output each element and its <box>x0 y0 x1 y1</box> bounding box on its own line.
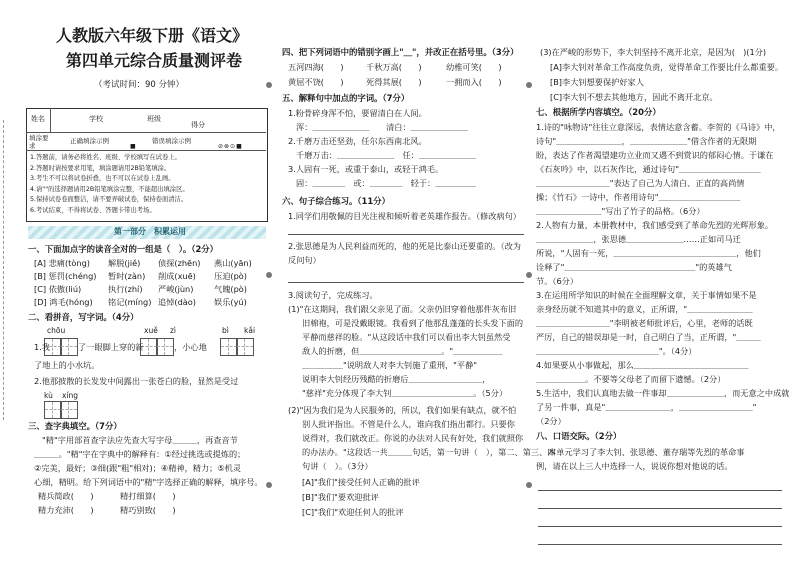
q1-a4: 燕山(yān) <box>214 258 252 268</box>
q6c-a[interactable]: [A]李大钊对革命工作高度负责，觉得革命工作要比什么都重要。 <box>550 62 784 72</box>
q6-p1-5: 说明李大钊经历残酷的折磨后＿＿＿＿＿＿＿＿＿， <box>302 374 491 384</box>
correct-mark-icon: ■ <box>130 143 136 150</box>
school-label: 学校 <box>89 115 103 123</box>
column-right <box>528 0 794 561</box>
pinyin-2: xuě <box>144 326 158 335</box>
q1-d2: 铭记(míng) <box>108 297 152 307</box>
q7-l6: ＿＿＿＿＿＿＿＿"写出了竹子的品格。（6分） <box>536 206 705 216</box>
pinyin-4: bì <box>222 326 229 335</box>
q4-title: 四、把下列词语中的错别字画上"＿"，并改正在括号里。（3分） <box>282 47 519 57</box>
q2-s2a: 2.他那披散的长发发中间露出一张苍白的脸，显然是受过 <box>34 376 239 386</box>
q5-l2b: 千磨万击：＿＿＿＿＿＿＿ 任：＿＿＿＿＿＿＿ <box>296 150 477 160</box>
q6c-c[interactable]: [C]李大钊不想去其他地方，因此不离开北京。 <box>550 92 718 102</box>
q4-a1: 五河四海( ) <box>288 62 344 72</box>
q5-l3b: 固：＿＿＿＿ 或：＿＿＿＿ 轻于：＿＿＿＿＿ <box>296 178 477 188</box>
q6-p1-4: ＿＿＿＿＿"说明敌人对李大钊施了重刑，"平静" <box>302 360 478 370</box>
q4-a3: 幼椎可笑( ) <box>446 62 502 72</box>
q1-d1: [D] 鸿毛(hóng) <box>34 297 93 307</box>
q6-p1-1: 旧棉袍，可是没戴眼镜。我看到了他那乱蓬蓬的长头发下面的 <box>302 318 524 328</box>
answer-line[interactable] <box>288 234 524 235</box>
pinyin-7: xíng <box>62 391 79 400</box>
q7-l4: ＿＿＿＿＿＿＿＿＿"表达了自己为人清白、正直的高尚情 <box>536 178 745 188</box>
q4-a2: 千秋万高( ) <box>366 62 422 72</box>
q7-l21: （2分） <box>536 416 566 426</box>
class-label: 班级 <box>147 115 161 123</box>
q3-p3: ②完美，最好；③细(跟"粗"相对)；④精神，精力；⑤机灵 <box>34 463 242 473</box>
q6-opt-b[interactable]: [B]"我们"要欢迎批评 <box>302 492 379 502</box>
q7-l16: ＿＿＿＿＿＿＿＿＿＿＿＿＿＿＿"。（4分） <box>536 346 697 356</box>
q2-s1a: 1.我 <box>34 342 50 352</box>
q3-title: 三、查字典填空。（7分） <box>28 421 122 431</box>
q4-b2: 死得其展( ) <box>366 77 422 87</box>
note-2: 2.答题时请按要求用笔，填涂题请用2B铅笔填涂。 <box>30 164 171 172</box>
q1-b3: 削成(xuē) <box>158 271 196 281</box>
q1-a2: 解脱(jiě) <box>108 258 141 268</box>
q3-p2: ＿＿＿。"精"字在字典中的解释有：①经过挑选或提炼的； <box>34 449 246 459</box>
q7-l8: ＿＿＿＿＿＿＿，张思德＿＿＿＿＿＿＿……正如司马迁 <box>536 234 741 244</box>
q6-opt-c[interactable]: [C]"我们"欢迎任何人的批评 <box>302 507 404 517</box>
q6-p1-6: "慈祥"充分体现了李大钊＿＿＿＿＿＿＿＿＿＿。（5分） <box>302 388 508 398</box>
q2-s1b: 了一眼脚上穿的新 <box>78 342 144 352</box>
q6-p1-0: (1)"在这期间，我们跟父亲见了面。父亲仍旧穿着他那件灰布旧 <box>288 304 517 314</box>
q5-title: 五、解释句中加点的字词。（7分） <box>282 93 410 103</box>
part-banner: 第一部分 积累运用 <box>28 226 266 239</box>
q2-title: 二、看拼音，写字词。（4分） <box>28 312 139 322</box>
q7-l3: 《石灰吟》中，以石灰作比，通过诗句"＿＿＿＿＿＿＿＿＿＿ <box>536 164 761 174</box>
note-3: 3.考生不可以将试卷折叠，也不可以在试卷上乱画。 <box>30 175 175 182</box>
q5-l3: 3.人固有一死，或重于泰山，或轻于鸿毛。 <box>288 164 444 174</box>
q7-l7: 2.人物有力量，本册教材中，我们感受到了革命先烈的光辉形象。 <box>536 220 774 230</box>
q1-c1: [C] 依傲(liú) <box>34 284 82 294</box>
q6-p2-4: 句讲（ ）。（3分） <box>302 461 373 471</box>
q6c-b[interactable]: [B]李大钊想要保护好家人 <box>550 77 644 87</box>
q7-l2: 盼，表达了作者渴望建功立业而又遇不到赏识的郁闷心情。于谦在 <box>536 150 774 160</box>
q5-l2: 2.千磨万击还坚劲，任尔东西南北风。 <box>288 136 427 146</box>
q7-l19: 5.生活中，我们认真地去做一件事却＿＿＿＿＿＿＿，而无意之中成就 <box>536 388 790 398</box>
q8-l1: 本单元学习了李大钊、张思德、董存瑞等先烈的革命事 <box>548 447 745 457</box>
q2-s1c: ，小心地 <box>174 342 207 352</box>
q3-p1: "精"字用部首查字法应先查大写字母＿＿＿，再查音节 <box>42 435 238 445</box>
q1-b4: 压迫(pò) <box>214 271 247 281</box>
q7-l0: 1.诗的"咏物诗"往往立意深远，表情达意含蓄。李贺的《马诗》中， <box>536 122 781 132</box>
q7-l13: 亲身经历就不知道其中的意义，正所谓，"＿＿＿＿＿＿＿＿ <box>536 304 753 314</box>
exam-title: 人教版六年级下册《语文》 <box>56 26 249 45</box>
answer-line[interactable] <box>538 508 782 509</box>
q1-b2: 暂时(zàn) <box>108 271 146 281</box>
q7-l20: 了另一件事，真是"＿＿＿＿＿＿＿＿，＿＿＿＿＿＿＿＿＿" <box>536 402 757 412</box>
q3-w4: 精巧别致( ) <box>120 505 176 515</box>
q1-d3: 追悼(dào) <box>158 297 196 307</box>
q1-c3: 严峻(jùn) <box>158 284 194 294</box>
pinyin-1: chōu <box>47 326 66 335</box>
score-label: 得分 <box>191 121 205 129</box>
q6-p2-2: 说得对，我们就改正。你说的办法对人民有好处，我们就照你 <box>302 433 524 443</box>
q3-w2: 精打细算( ) <box>120 491 176 501</box>
q7-l14: ＿＿＿＿＿＿＿＿＿"李明被老师批评后，心里，老师的话既 <box>536 318 753 328</box>
q6c-l1: (3)在严峻的形势下，李大钊坚持不离开北京，是因为( )(1分) <box>540 47 767 57</box>
q7-l9: 所说，"人固有一死，＿＿＿＿＿＿＿＿＿＿＿＿＿＿＿，他们 <box>536 248 761 258</box>
q6-p2-3: 的办法办。"这段话一共＿＿＿句话，第一句讲（ ），第二、第三、四 <box>302 447 556 457</box>
q8-l2: 例，请在以上三人中选择一人，说说你想对他说的话。 <box>536 461 733 471</box>
note-4: 4.请""的选择题请用2B铅笔填涂完整，不能超出填涂区。 <box>30 185 189 193</box>
q1-title: 一、下面加点字的读音全对的一组是（ ）。（2分） <box>28 244 219 254</box>
q5-l1: 1.粉骨碎身浑不怕，要留清白在人间。 <box>288 108 427 118</box>
answer-line[interactable] <box>538 526 782 527</box>
q1-a1: [A] 悲痛(tòng) <box>34 258 90 268</box>
q3-w3: 精力充沛( ) <box>38 505 94 515</box>
q1-d4: 娱乐(yú) <box>214 297 247 307</box>
char-box[interactable] <box>236 338 254 356</box>
q6-s2b: 反问句） <box>288 255 321 265</box>
q7-l1: 诗句"＿＿＿＿＿＿＿＿，＿＿＿＿＿＿＿"借含作者的无限期 <box>536 136 757 146</box>
binding-margin <box>3 120 14 420</box>
char-box[interactable] <box>60 338 78 356</box>
q8-title: 八、口语交际。（2分） <box>536 431 622 441</box>
answer-line[interactable] <box>538 544 782 545</box>
char-box[interactable] <box>156 338 174 356</box>
answer-line[interactable] <box>288 282 524 283</box>
answer-line[interactable] <box>538 490 782 491</box>
pinyin-5: kǎi <box>244 326 256 335</box>
exam-subtitle: 第四单元综合质量测评卷 <box>66 51 243 70</box>
q6-opt-a[interactable]: [A]"我们"接受任何人正确的批评 <box>302 477 420 487</box>
q7-l5: 操；《竹石》一诗中，作者用诗句"＿＿＿＿＿＿＿＿＿＿ <box>536 192 741 202</box>
exam-time: （考试时间：90 分钟） <box>94 80 185 90</box>
q2-s1d: 了地上的小水坑。 <box>34 360 100 370</box>
q1-b1: [B] 惩罚(chéng) <box>34 271 97 281</box>
q7-l15: 严厉，自己的错误却是一时，自己明白了当，正所谓，"＿＿＿ <box>536 332 761 342</box>
correct-example: 正确填涂示例 <box>70 137 109 145</box>
q1-c2: 执行(zhí) <box>108 284 143 294</box>
q7-l18: ＿＿＿＿＿＿。不要等父母老了而留下遗憾。（2分） <box>536 374 726 384</box>
q7-l11: 节。（6分） <box>536 276 579 286</box>
pinyin-6: kù <box>44 391 53 400</box>
wrong-example: 错误填涂示例 <box>152 137 191 145</box>
q1-a3: 侦探(zhēn) <box>158 258 201 268</box>
note-1: 1.答题前，请务必将姓名、班级、学校填写在试卷上。 <box>30 154 181 161</box>
q6-s3: 3.阅读句子，完成练习。 <box>288 290 378 300</box>
q6-s2: 2.张思德是为人民利益而死的，他的死是比泰山还要重的。（改为 <box>288 241 521 251</box>
q6-p1-3: 敌人的折磨，但＿＿＿＿＿＿＿＿＿＿。"＿＿＿＿＿＿ <box>302 346 503 356</box>
q7-title: 七、根据所学内容填空。（20分） <box>536 107 661 117</box>
pinyin-3: zì <box>170 326 177 335</box>
q6-p2-0: (2)"因为我们是为人民服务的，所以，我们如果有缺点，就不怕 <box>288 405 517 415</box>
q6-s1: 1.同学们用敬佩的目光注视和倾听着老英雄作报告。（修改病句） <box>288 211 521 221</box>
char-box[interactable] <box>60 401 78 419</box>
q7-l17: 4.如果要从小事做起，那么＿＿＿＿＿＿＿＿＿＿＿＿＿＿ <box>536 360 749 370</box>
q7-l10: 诠释了"＿＿＿＿＿＿＿＿＿＿＿＿＿＿＿＿"的英雄气 <box>536 262 732 272</box>
q4-b1: 黄屈不饶( ) <box>288 77 344 87</box>
q3-w1: 精兵简政( ) <box>38 491 94 501</box>
q4-b3: 一拥而入( ) <box>446 77 502 87</box>
wrong-marks-icon: ⊘⊗⊙■ <box>218 143 243 150</box>
column-left <box>0 0 268 561</box>
q6-p2-1: 别人批评指出。不管是什么人，谁向我们指出都行。只要你 <box>302 419 515 429</box>
name-label: 姓名 <box>31 115 45 123</box>
fill-label: 填涂要求 <box>29 134 49 150</box>
q1-c4: 气魄(pò) <box>214 284 247 294</box>
note-5: 5.保持试卷卷面整洁，请不要弄破试卷，保持卷面清洁。 <box>30 196 188 203</box>
q6-p1-2: 平静而慈祥的脸。"从这段话中我们可以看出李大钊虽然受 <box>302 332 511 342</box>
note-6: 6.考试结束，不得将试卷、答题卡带出考场。 <box>30 206 156 214</box>
q7-l12: 3.在运用所学知识的时候在全面理解文章，关于事情如果不是 <box>536 290 757 300</box>
q5-l1b: 浑：＿＿＿＿＿＿＿ 清白：＿＿＿＿＿＿＿ <box>296 122 468 132</box>
q3-p4: 心细，精明。给下列词语中的"精"字选择正确的解释，填序号。 <box>34 477 263 487</box>
q6-title: 六、句子综合练习。（11分） <box>282 196 390 206</box>
